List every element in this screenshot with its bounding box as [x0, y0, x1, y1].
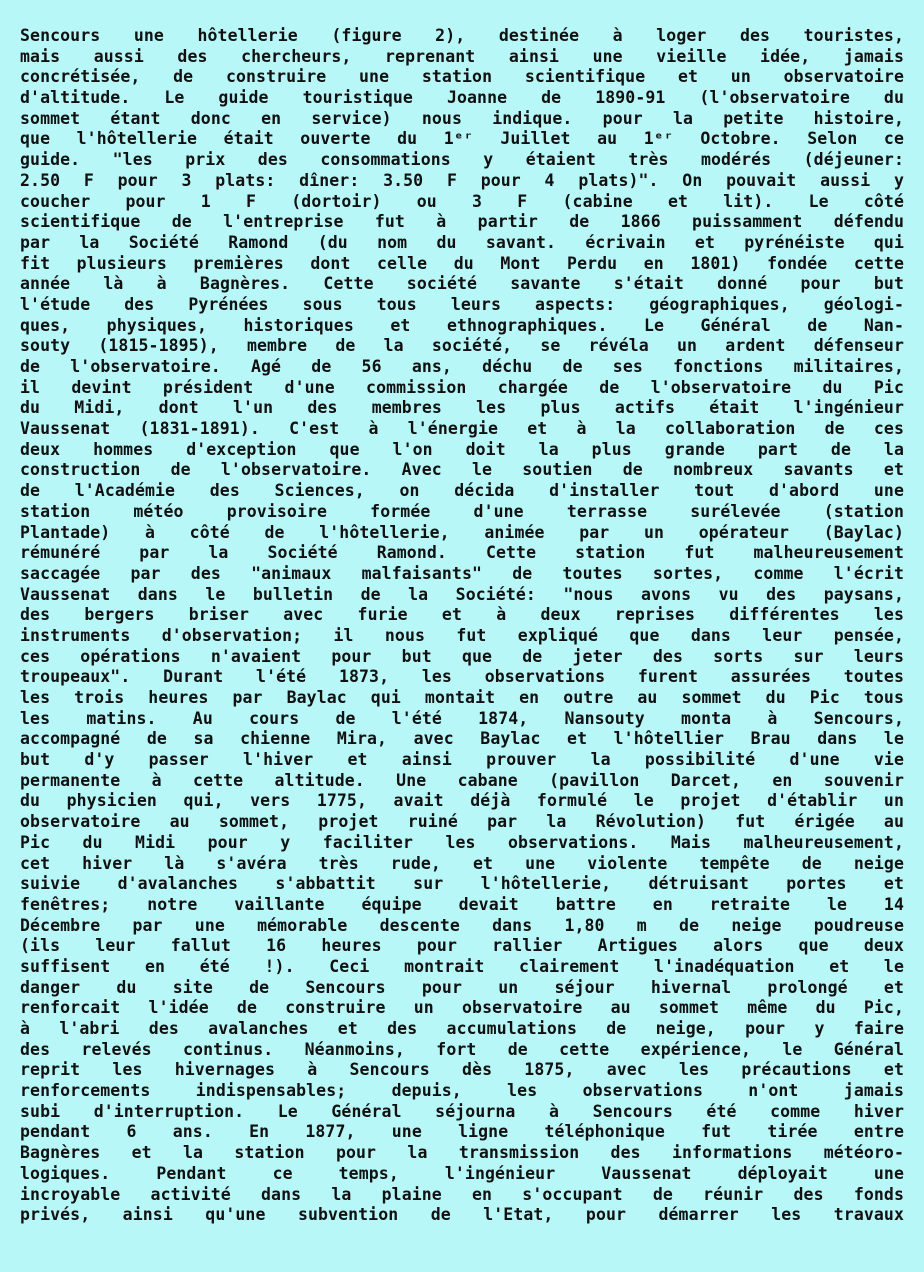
- text-line: ces opérations n'avaient pour but que de jeter des sorts sur leurs: [20, 646, 904, 666]
- text-line: mais aussi des chercheurs, reprenant ainsi une vieille idée, jamais: [20, 46, 904, 66]
- text-line: guide. "les prix des consommations y étaient très modérés (déjeuner:: [20, 150, 904, 170]
- text-line: danger du site de Sencours pour un séjour hivernal prolongé et: [20, 977, 904, 997]
- text-line: scientifique de l'entreprise fut à partir de 1866 puissamment défendu: [20, 212, 904, 232]
- text-line: coucher pour 1 F (dortoir) ou 3 F (cabine et lit). Le côté: [20, 191, 904, 211]
- text-line: Vaussenat dans le bulletin de la Société: "nous avons vu des paysans,: [20, 584, 904, 604]
- text-line: que l'hôtellerie était ouverte du 1ᵉʳ Juillet au 1ᵉʳ Octobre. Selon ce: [20, 129, 904, 149]
- text-line: troupeaux". Durant l'été 1873, les observations furent assurées toutes: [20, 667, 904, 687]
- text-line: privés, ainsi qu'une subvention de l'Etat, pour démarrer les travaux: [20, 1205, 904, 1225]
- text-line: Plantade) à côté de l'hôtellerie, animée par un opérateur (Baylac): [20, 522, 904, 542]
- text-line: d'altitude. Le guide touristique Joanne de 1890-91 (l'observatoire du: [20, 88, 904, 108]
- text-line: pendant 6 ans. En 1877, une ligne téléphonique fut tirée entre: [20, 1122, 904, 1142]
- text-line: de l'Académie des Sciences, on décida d'installer tout d'abord une: [20, 481, 904, 501]
- text-line: les matins. Au cours de l'été 1874, Nansouty monta à Sencours,: [20, 708, 904, 728]
- text-line: suffisent en été !). Ceci montrait clairement l'inadéquation et le: [20, 956, 904, 976]
- text-line: observatoire au sommet, projet ruiné par la Révolution) fut érigée au: [20, 812, 904, 832]
- text-line: du physicien qui, vers 1775, avait déjà formulé le projet d'établir un: [20, 791, 904, 811]
- text-line: souty (1815-1895), membre de la société, se révéla un ardent défenseur: [20, 336, 904, 356]
- text-line: Bagnères et la station pour la transmission des informations météoro-: [20, 1143, 904, 1163]
- text-line: reprit les hivernages à Sencours dès 1875, avec les précautions et: [20, 1060, 904, 1080]
- text-line: rémunéré par la Société Ramond. Cette station fut malheureusement: [20, 543, 904, 563]
- text-line: renforcements indispensables; depuis, les observations n'ont jamais: [20, 1081, 904, 1101]
- text-line: Décembre par une mémorable descente dans 1,80 m de neige poudreuse: [20, 915, 904, 935]
- text-line: fit plusieurs premières dont celle du Mont Perdu en 1801) fondée cette: [20, 253, 904, 273]
- text-line: accompagné de sa chienne Mira, avec Baylac et l'hôtellier Brau dans le: [20, 729, 904, 749]
- text-line: saccagée par des "animaux malfaisants" de toutes sortes, comme l'écrit: [20, 563, 904, 583]
- text-line: Sencours une hôtellerie (figure 2), destinée à loger des touristes,: [20, 26, 904, 45]
- text-line: (ils leur fallut 16 heures pour rallier Artigues alors que deux: [20, 936, 904, 956]
- text-line: du Midi, dont l'un des membres les plus actifs était l'ingénieur: [20, 398, 904, 418]
- text-line: renforcait l'idée de construire un observatoire au sommet même du Pic,: [20, 998, 904, 1018]
- text-line: construction de l'observatoire. Avec le soutien de nombreux savants et: [20, 460, 904, 480]
- text-line: Pic du Midi pour y faciliter les observations. Mais malheureusement,: [20, 832, 904, 852]
- text-line: année là à Bagnères. Cette société savante s'était donné pour but: [20, 274, 904, 294]
- text-line: par la Société Ramond (du nom du savant. écrivain et pyrénéiste qui: [20, 232, 904, 252]
- text-line: l'étude des Pyrénées sous tous leurs aspects: géographiques, géologi-: [20, 294, 904, 314]
- text-line: instruments d'observation; il nous fut expliqué que dans leur pensée,: [20, 625, 904, 645]
- text-line: concrétisée, de construire une station scientifique et un observatoire: [20, 67, 904, 87]
- text-line: à l'abri des avalanches et des accumulations de neige, pour y faire: [20, 1019, 904, 1038]
- text-line: permanente à cette altitude. Une cabane (pavillon Darcet, en souvenir: [20, 770, 904, 790]
- text-line: fenêtres; notre vaillante équipe devait battre en retraite le 14: [20, 894, 904, 914]
- text-line: sommet étant donc en service) nous indique. pour la petite histoire,: [20, 108, 904, 128]
- text-line: ques, physiques, historiques et ethnographiques. Le Général de Nan-: [20, 315, 904, 335]
- text-line: de l'observatoire. Agé de 56 ans, déchu de ses fonctions militaires,: [20, 357, 904, 376]
- text-line: cet hiver là s'avéra très rude, et une violente tempête de neige: [20, 853, 904, 873]
- text-line: deux hommes d'exception que l'on doit la plus grande part de la: [20, 439, 904, 459]
- text-line: station météo provisoire formée d'une terrasse surélevée (station: [20, 501, 904, 521]
- text-line: les trois heures par Baylac qui montait en outre au sommet du Pic tous: [20, 688, 904, 707]
- document-body-text: [20, 26, 904, 1226]
- text-line: des bergers briser avec furie et à deux reprises différentes les: [20, 605, 904, 625]
- text-line: il devint président d'une commission chargée de l'observatoire du Pic: [20, 377, 904, 397]
- text-line: Vaussenat (1831-1891). C'est à l'énergie et à la collaboration de ces: [20, 419, 904, 439]
- text-line: subi d'interruption. Le Général séjourna à Sencours été comme hiver: [20, 1101, 904, 1121]
- text-line: suivie d'avalanches s'abbattit sur l'hôtellerie, détruisant portes et: [20, 874, 904, 894]
- text-line: 2.50 F pour 3 plats: dîner: 3.50 F pour 4 plats)". On pouvait aussi y: [20, 170, 904, 190]
- text-line: logiques. Pendant ce temps, l'ingénieur Vaussenat déployait une: [20, 1163, 904, 1183]
- text-line: incroyable activité dans la plaine en s'occupant de réunir des fonds: [20, 1184, 904, 1204]
- text-line: but d'y passer l'hiver et ainsi prouver la possibilité d'une vie: [20, 750, 904, 770]
- text-line: des relevés continus. Néanmoins, fort de cette expérience, le Général: [20, 1039, 904, 1059]
